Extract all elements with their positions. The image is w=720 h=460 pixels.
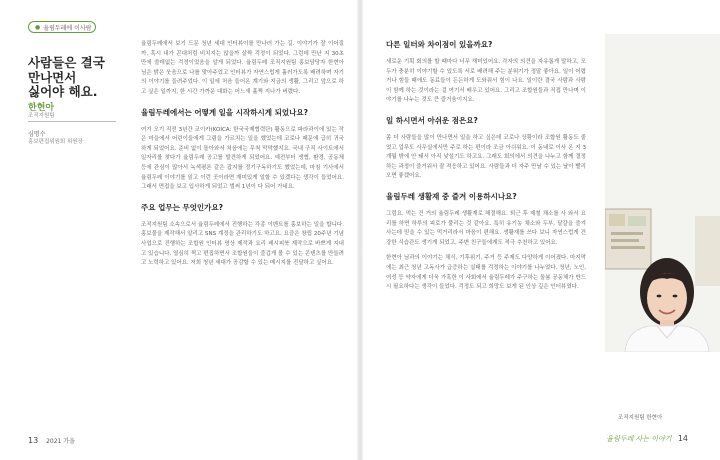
closing-paragraph: 한현아 님과의 이야기는 채식, 기후위기, 주거 등 주제도 다양하게 이어졌다. 마지막에는 최근 청년 고독사가 급증하는 실태를 걱정하는 이야기를 나누었다. 청년, 노인, 여성 등 약자에게 더욱 가혹한 이 사회에서 율림두레가 주구하는 돌봄 공동체가 반드시 필요하다는 생각이 들었다. 걱정도 되고 희망도 보게 된 인상 깊은 인터뷰였다. [386,255,586,291]
divider [28,121,116,122]
photo-caption: 조직지원팀 한현아 [618,415,663,421]
page-number: 14 [677,434,688,443]
page-number: 13 [28,436,39,445]
interviewee-name: 한현아 [28,103,55,113]
question-heading: 주요 업무는 무엇인가요? [141,202,224,212]
title-line: 만나면서 [28,69,77,85]
article-title [28,56,118,100]
folio-left [28,436,75,445]
answer-paragraph: 좀 더 사람들을 많이 만나면서 일을 하고 싶은데 코로나 상황이라 조합원 활동도 줄었고 업무도 사무실에서만 주로 하는 편이라 조금 아쉬워요. 이 동네로 이사 온 지 3개월 밖에 안 돼서 아직 낯설기도 하고요. 그래도 회의에서 의견을 나누고 함께 결정하는 과정이 즐거워서 잘 적응하고 있어요. 사람들과 더 자주 만날 수 있는 날이 빨리 오면 좋겠어요. [386,134,586,180]
answer-paragraph: 새로운 기획 회의를 할 때마다 너무 재미있어요. 각자의 의견을 자유롭게 말하고, 모두가 충분히 이야기할 수 있도록 서로 배려해 주는 분위기가 정말 좋아요. 일이 어렵거나 힘들 때에도 동료들이 든든하게 도와줘서 힘이 나요. 일이란 결국 사람과 사람이 함께 하는 것이라는 걸 여기서 배우고 있어요. 그리고 조합원들과 직접 만나며 이야기를 나누는 것도 큰 즐거움이지요. [386,59,586,104]
question-heading: 다른 일터와 차이점이 있을까요? [386,40,493,49]
section-tag [28,21,96,33]
title-line: 싫어야 해요. [28,84,98,99]
title-line: 사람들은 결국 [28,55,105,70]
answer-paragraph: 여기 오기 직전 3년간 코이카(KOICA: 한국국제협력단) 활동으로 파라과이에 있는 작은 마을에서 어린이들에게 그림을 가르치는 일을 했었는데 코로나 때문에 급히 귀국하게 되었어요. 준비 없이 돌아와서 처음에는 무척 막막했지요. 국내 구직 사이트에서 일자리를 찾다가 율림두레 공고를 발견하게 되었어요. 예전부터 생협, 환경, 공동체 등에 관심이 많아서 녹색평론 같은 잡지를 정기구독하기도 했었는데, 마침 기사에서 율림두레 이야기를 읽고 이런 곳이라면 재미있게 일할 수 있겠다는 생각이 들었어요. 그래서 면접을 보고 입사하게 되었고 벌써 1년이 다 되어 가네요. [141,126,344,191]
page-spine [357,0,363,460]
left-column [141,40,344,275]
magazine-logo: 율림두레 사는 이야기 [606,435,672,443]
question-heading: 율림두레 생활재 중 즐겨 이용하시나요? [386,191,517,201]
intro-paragraph: 율림두레에서 보기 드문 청년 세대 인터뷰이를 만나러 가는 길. 이야기가 잘 이어질까, 혹시 내가 꼰대처럼 비치지는 않을까 살짝 걱정이 되었다. 그런데 만난 지 30초 만에 쓸데없는 걱정이었음을 알게 되었다. 율림두레 조직지원팀 홍보담당자 한현아 님은 밝은 웃음으로 나를 맞아주었고 인터뷰가 자연스럽게 흘러가도록 배려하며 자기의 이야기를 들려주었다. 이 일에 처음 들어온 계기와 지금의 생활, 그리고 앞으로 하고 싶은 일까지, 한 시간 가까운 대화는 어느새 훌쩍 지나가 버렸다. [141,41,344,95]
answer-paragraph: 조직지원팀 소속으로서 율림두레에서 진행하는 각종 이벤트를 홍보하는 일을 합니다. 홍보물을 제작해서 알리고 SNS 계정을 관리하기도 하고요. 요즘은 창립 20주년 기념 사업으로 진행하는 조합원 인터뷰 영상 제작과 요리 레시피북 제작으로 바쁘게 지내고 있습니다. 열심히 찍고 편집하면서 조합원들이 즐겁게 볼 수 있는 콘텐츠를 만들려고 노력하고 있어요. 저희 청년 세대가 공감할 수 있는 메시지를 전달하고 싶어요. [141,221,344,267]
right-column [386,40,586,299]
portrait-illustration [605,34,720,352]
question-heading: 율림두레에서는 어떻게 일을 시작하시게 되었나요? [141,107,308,117]
answer-paragraph: 그럼요. 먹는 건 거의 율림두레 생활재로 해결해요. 퇴근 후 제철 채소를 사 와서 요리를 하면 하루의 피로가 풀리는 것 같아요. 특히 유기농 채소와 두부, 달걀을 즐겨 사는데 믿을 수 있는 먹거리라서 마음이 편해요. 생활재를 쓰다 보니 자연스럽게 건강한 식습관도 생기게 되었고, 주변 친구들에게도 적극 추천하고 있어요. [386,210,586,246]
interviewee-photo [605,34,720,352]
bullet-icon: ● [35,23,41,31]
section-tag-label: 율림두레에 이사람 [43,24,92,32]
writer-name: 심명수 [28,131,46,138]
interviewee-role: 조직지원팀 [28,113,55,119]
issue-label: 2021 가을 [46,438,75,445]
question-heading: 일 하시면서 아쉬운 점은요? [386,115,478,125]
writer-role: 홍보편집위원회 위원장 [28,139,83,145]
folio-right [606,434,688,444]
